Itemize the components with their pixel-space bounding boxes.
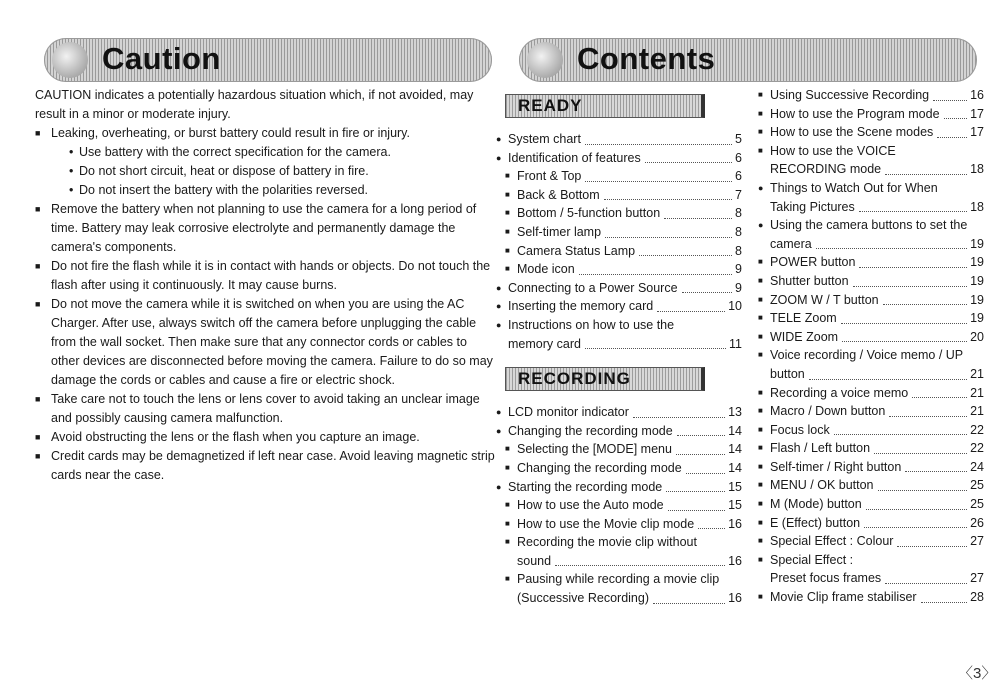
toc-entry[interactable] xyxy=(758,476,984,495)
toc-entry[interactable] xyxy=(496,149,742,168)
toc-leader-dots xyxy=(841,323,967,324)
toc-entry[interactable] xyxy=(496,440,742,459)
toc-entry-title: ■ Self-timer / Right button xyxy=(770,459,902,474)
toc-page-number: 17 xyxy=(970,125,984,140)
toc-leader-dots xyxy=(816,248,967,249)
toc-page-number: 6 xyxy=(735,169,742,184)
toc-page-number: 21 xyxy=(970,404,984,419)
toc-leader-dots xyxy=(944,118,968,119)
toc-page-number: 6 xyxy=(735,150,742,165)
toc-leader-dots xyxy=(676,454,725,455)
contents-title: Contents xyxy=(577,41,716,76)
toc-recording-list xyxy=(496,403,742,608)
toc-entry-line: ● Using the camera buttons to set the xyxy=(770,218,968,233)
toc-entry[interactable] xyxy=(496,496,742,515)
toc-entry[interactable] xyxy=(758,421,984,440)
caution-item-text: Remove the battery when not planning to use the camera for a long period of time. Battery may leak corrosive electrolyte and permanently damage the camera's components. xyxy=(51,202,477,254)
toc-entry-title: ■ How to use the Program mode xyxy=(770,106,940,121)
toc-page-number: 19 xyxy=(970,255,984,270)
caution-item xyxy=(35,428,497,447)
caution-subitem: • Use battery with the correct specification for the camera. xyxy=(51,143,497,162)
toc-page-number: 8 xyxy=(735,243,742,258)
caution-subitem: • Do not short circuit, heat or dispose of battery in fire. xyxy=(51,162,497,181)
toc-entry-title: ● Identification of features xyxy=(508,150,641,165)
toc-entry[interactable] xyxy=(758,105,984,124)
toc-leader-dots xyxy=(889,416,967,417)
toc-entry[interactable] xyxy=(496,223,742,242)
toc-leader-dots xyxy=(585,144,732,145)
toc-page-number: 14 xyxy=(728,442,742,457)
caution-intro: CAUTION indicates a potentially hazardous situation which, if not avoided, may result in a minor or moderate injury. xyxy=(35,88,474,121)
toc-entry[interactable] xyxy=(758,86,984,105)
toc-entry[interactable] xyxy=(496,459,742,478)
toc-page-number: 25 xyxy=(970,497,984,512)
caution-item xyxy=(35,257,497,295)
caution-item xyxy=(35,295,497,390)
toc-entry-title: ■ WIDE Zoom xyxy=(770,329,839,344)
toc-leader-dots xyxy=(585,181,732,182)
toc-leader-dots xyxy=(585,348,726,349)
toc-entry[interactable] xyxy=(758,123,984,142)
toc-leader-dots xyxy=(874,453,967,454)
toc-entry-title: ● Changing the recording mode xyxy=(508,423,673,438)
caution-section xyxy=(35,86,497,485)
toc-entry[interactable] xyxy=(758,551,984,588)
toc-page-number: 16 xyxy=(728,553,742,568)
toc-leader-dots xyxy=(686,473,725,474)
caution-item-text: Credit cards may be demagnetized if left near case. Avoid leaving magnetic strip cards near the case. xyxy=(51,449,495,482)
banner-ball-icon xyxy=(52,42,88,78)
toc-entry-title: ■ Special Effect : Colour xyxy=(770,534,894,549)
toc-entry-title: Preset focus frames xyxy=(770,571,882,586)
toc-entry-title: ■ ZOOM W / T button xyxy=(770,292,879,307)
toc-entry-title: ● System chart xyxy=(508,132,581,146)
toc-entry[interactable] xyxy=(496,204,742,223)
toc-page-number: 9 xyxy=(735,262,742,277)
toc-page-number: 15 xyxy=(728,479,742,494)
toc-leader-dots xyxy=(905,471,967,472)
toc-entry-title: sound xyxy=(517,553,552,568)
toc-entry[interactable] xyxy=(758,439,984,458)
toc-entry[interactable] xyxy=(496,422,742,441)
toc-page-number: 22 xyxy=(970,422,984,437)
contents-banner xyxy=(519,38,977,82)
contents-right-column xyxy=(758,86,984,607)
toc-entry-line: ■ Pausing while recording a movie clip xyxy=(517,572,720,587)
page-number: 〈3〉 xyxy=(958,665,997,682)
toc-page-number: 17 xyxy=(970,106,984,121)
toc-leader-dots xyxy=(682,292,733,293)
toc-entry-line: ■ Voice recording / Voice memo / UP xyxy=(770,348,964,363)
caution-banner xyxy=(44,38,492,82)
toc-entry-title: ■ MENU / OK button xyxy=(770,478,874,493)
toc-entry[interactable] xyxy=(496,242,742,261)
toc-leader-dots xyxy=(698,528,725,529)
toc-leader-dots xyxy=(668,510,725,511)
toc-leader-dots xyxy=(878,490,968,491)
toc-entry-title: camera xyxy=(770,236,812,251)
toc-entry-line: ● Things to Watch Out for When xyxy=(770,180,938,195)
toc-entry-title: ■ Front & Top xyxy=(517,169,582,184)
toc-entry-title: ● LCD monitor indicator xyxy=(508,405,629,420)
caution-item-text: Do not move the camera while it is switched on when you are using the AC Charger. After use, always switch off the camera before unplugging the cable from the wall socket. Then make sure that any connector cords or cables to other devices are disconnected before moving the camera. Failure to do so may damage the cords or cables and cause a fire or electric shock. xyxy=(51,297,493,387)
toc-leader-dots xyxy=(897,546,967,547)
toc-entry[interactable] xyxy=(758,458,984,477)
toc-entry[interactable] xyxy=(496,167,742,186)
caution-item xyxy=(35,200,497,257)
toc-entry-title: ■ Self-timer lamp xyxy=(517,224,602,239)
caution-item-text: Leaking, overheating, or burst battery could result in fire or injury. xyxy=(51,126,410,140)
toc-entry[interactable] xyxy=(758,532,984,551)
toc-leader-dots xyxy=(937,137,967,138)
toc-ready-list xyxy=(496,130,742,353)
toc-leader-dots xyxy=(666,491,725,492)
toc-entry-title: ■ TELE Zoom xyxy=(770,311,837,326)
toc-page-number: 14 xyxy=(728,460,742,475)
toc-entry-title: ■ POWER button xyxy=(770,255,856,270)
toc-entry-title: ■ Camera Status Lamp xyxy=(517,243,636,258)
ready-section-label: READY xyxy=(505,94,705,118)
toc-page-number: 9 xyxy=(735,280,742,295)
toc-page-number: 16 xyxy=(728,591,742,606)
caution-sublist xyxy=(51,143,497,200)
toc-page-number: 28 xyxy=(970,590,984,605)
toc-page-number: 19 xyxy=(970,292,984,307)
toc-entry-title: ■ Selecting the [MODE] menu xyxy=(517,442,672,457)
toc-entry[interactable] xyxy=(758,179,984,216)
caution-item xyxy=(35,447,497,485)
toc-page-number: 19 xyxy=(970,311,984,326)
toc-leader-dots xyxy=(645,162,732,163)
toc-page-number: 20 xyxy=(970,329,984,344)
toc-entry-title: ■ Mode icon xyxy=(517,262,575,277)
toc-entry-title: ■ Flash / Left button xyxy=(770,441,871,456)
toc-page-number: 11 xyxy=(729,336,742,351)
toc-entry-title: ■ M (Mode) button xyxy=(770,497,862,512)
toc-entry[interactable] xyxy=(758,514,984,533)
toc-leader-dots xyxy=(912,397,967,398)
toc-leader-dots xyxy=(859,267,967,268)
toc-page-number: 5 xyxy=(735,132,742,146)
toc-entry[interactable] xyxy=(496,260,742,279)
toc-entry[interactable] xyxy=(496,130,742,149)
toc-leader-dots xyxy=(933,100,967,101)
toc-entry-title: ■ Back & Bottom xyxy=(517,187,600,202)
toc-entry[interactable] xyxy=(496,403,742,422)
toc-leader-dots xyxy=(664,218,732,219)
toc-entry[interactable] xyxy=(496,316,742,353)
caution-subitem: • Do not insert the battery with the polarities reversed. xyxy=(51,181,497,200)
toc-entry-title: RECORDING mode xyxy=(770,162,882,177)
toc-entry-title: ■ Changing the recording mode xyxy=(517,460,682,475)
toc-entry-title: ■ Movie Clip frame stabiliser xyxy=(770,590,917,605)
toc-entry-line: ■ Special Effect : xyxy=(770,552,854,567)
toc-entry[interactable] xyxy=(758,291,984,310)
toc-entry-title: memory card xyxy=(508,336,581,351)
toc-entry-title: ■ E (Effect) button xyxy=(770,515,861,530)
toc-leader-dots xyxy=(605,237,732,238)
toc-entry-title: button xyxy=(770,366,805,381)
toc-leader-dots xyxy=(885,174,967,175)
toc-entry[interactable] xyxy=(758,253,984,272)
toc-page-number: 19 xyxy=(970,273,984,288)
toc-leader-dots xyxy=(677,435,725,436)
toc-page-number: 26 xyxy=(970,515,984,530)
toc-leader-dots xyxy=(657,311,725,312)
toc-entry-title: ● Starting the recording mode xyxy=(508,479,663,494)
toc-entry[interactable] xyxy=(758,588,984,607)
toc-page-number: 16 xyxy=(970,88,984,102)
toc-page-number: 24 xyxy=(970,459,984,474)
toc-entry[interactable] xyxy=(758,142,984,179)
toc-leader-dots xyxy=(921,602,968,603)
toc-entry-line: ■ How to use the VOICE xyxy=(770,143,896,158)
caution-item xyxy=(35,390,497,428)
toc-page-number: 13 xyxy=(728,405,742,420)
toc-page-number: 8 xyxy=(735,206,742,221)
toc-page-number: 18 xyxy=(970,199,984,214)
caution-title: Caution xyxy=(102,41,221,76)
toc-leader-dots xyxy=(859,211,967,212)
caution-item-text: Avoid obstructing the lens or the flash when you capture an image. xyxy=(51,430,420,444)
toc-page-number: 18 xyxy=(970,162,984,177)
toc-page-number: 21 xyxy=(970,366,984,381)
toc-page-number: 7 xyxy=(735,187,742,202)
toc-page-number: 21 xyxy=(970,385,984,400)
toc-leader-dots xyxy=(653,603,725,604)
toc-entry[interactable] xyxy=(496,570,742,607)
toc-page-number: 27 xyxy=(970,571,984,586)
toc-page-number: 25 xyxy=(970,478,984,493)
toc-entry-title: ● Inserting the memory card xyxy=(508,299,654,314)
toc-entry-title: ■ How to use the Scene modes xyxy=(770,125,934,140)
toc-entry-title: (Successive Recording) xyxy=(517,591,649,606)
toc-leader-dots xyxy=(809,379,967,380)
toc-page-number: 8 xyxy=(735,224,742,239)
toc-entry[interactable] xyxy=(496,279,742,298)
toc-page-number: 16 xyxy=(728,516,742,531)
toc-leader-dots xyxy=(834,434,967,435)
toc-leader-dots xyxy=(885,583,967,584)
toc-entry[interactable] xyxy=(758,346,984,383)
toc-entry-title: Taking Pictures xyxy=(770,199,855,214)
toc-entry-title: ■ Shutter button xyxy=(770,273,849,288)
toc-right-list xyxy=(758,86,984,607)
toc-entry-title: ● Connecting to a Power Source xyxy=(508,280,678,295)
caution-item-text: Do not fire the flash while it is in contact with hands or objects. Do not touch the flash after using it continuously. It may cause burns. xyxy=(51,259,491,292)
toc-entry[interactable] xyxy=(758,402,984,421)
toc-leader-dots xyxy=(864,527,967,528)
toc-entry-line: ● Instructions on how to use the xyxy=(508,317,675,332)
toc-leader-dots xyxy=(633,417,725,418)
toc-entry-title: ■ Bottom / 5-function button xyxy=(517,206,661,221)
toc-page-number: 19 xyxy=(970,236,984,251)
toc-leader-dots xyxy=(842,341,967,342)
toc-entry[interactable] xyxy=(496,533,742,570)
toc-entry-title: ■ Using Successive Recording xyxy=(770,88,930,102)
toc-leader-dots xyxy=(604,199,732,200)
toc-entry-title: ■ Focus lock xyxy=(770,422,830,437)
toc-entry[interactable] xyxy=(758,216,984,253)
recording-section-label: RECORDING xyxy=(505,367,705,391)
toc-entry[interactable] xyxy=(758,384,984,403)
toc-leader-dots xyxy=(853,286,968,287)
toc-page-number: 22 xyxy=(970,441,984,456)
toc-entry[interactable] xyxy=(496,515,742,534)
toc-leader-dots xyxy=(883,304,968,305)
toc-entry[interactable] xyxy=(496,297,742,316)
toc-leader-dots xyxy=(555,565,725,566)
toc-entry[interactable] xyxy=(758,328,984,347)
toc-page-number: 15 xyxy=(728,498,742,513)
toc-entry-title: ■ Macro / Down button xyxy=(770,404,886,419)
contents-middle-column xyxy=(496,86,742,608)
banner-ball-icon xyxy=(527,42,563,78)
toc-entry-line: ■ Recording the movie clip without xyxy=(517,535,697,550)
caution-item xyxy=(35,124,497,200)
caution-list xyxy=(35,124,497,485)
toc-entry[interactable] xyxy=(758,495,984,514)
toc-entry[interactable] xyxy=(496,478,742,497)
toc-entry-title: ■ How to use the Movie clip mode xyxy=(517,516,695,531)
toc-page-number: 14 xyxy=(728,423,742,438)
toc-entry-title: ■ Recording a voice memo xyxy=(770,385,909,400)
toc-entry-title: ■ How to use the Auto mode xyxy=(517,498,664,513)
toc-entry[interactable] xyxy=(496,186,742,205)
toc-leader-dots xyxy=(866,509,967,510)
toc-leader-dots xyxy=(639,255,732,256)
toc-page-number: 27 xyxy=(970,534,984,549)
toc-entry[interactable] xyxy=(758,272,984,291)
toc-leader-dots xyxy=(579,274,732,275)
caution-item-text: Take care not to touch the lens or lens cover to avoid taking an unclear image and possibly causing camera malfunction. xyxy=(51,392,480,425)
toc-entry[interactable] xyxy=(758,309,984,328)
toc-page-number: 10 xyxy=(728,299,742,314)
